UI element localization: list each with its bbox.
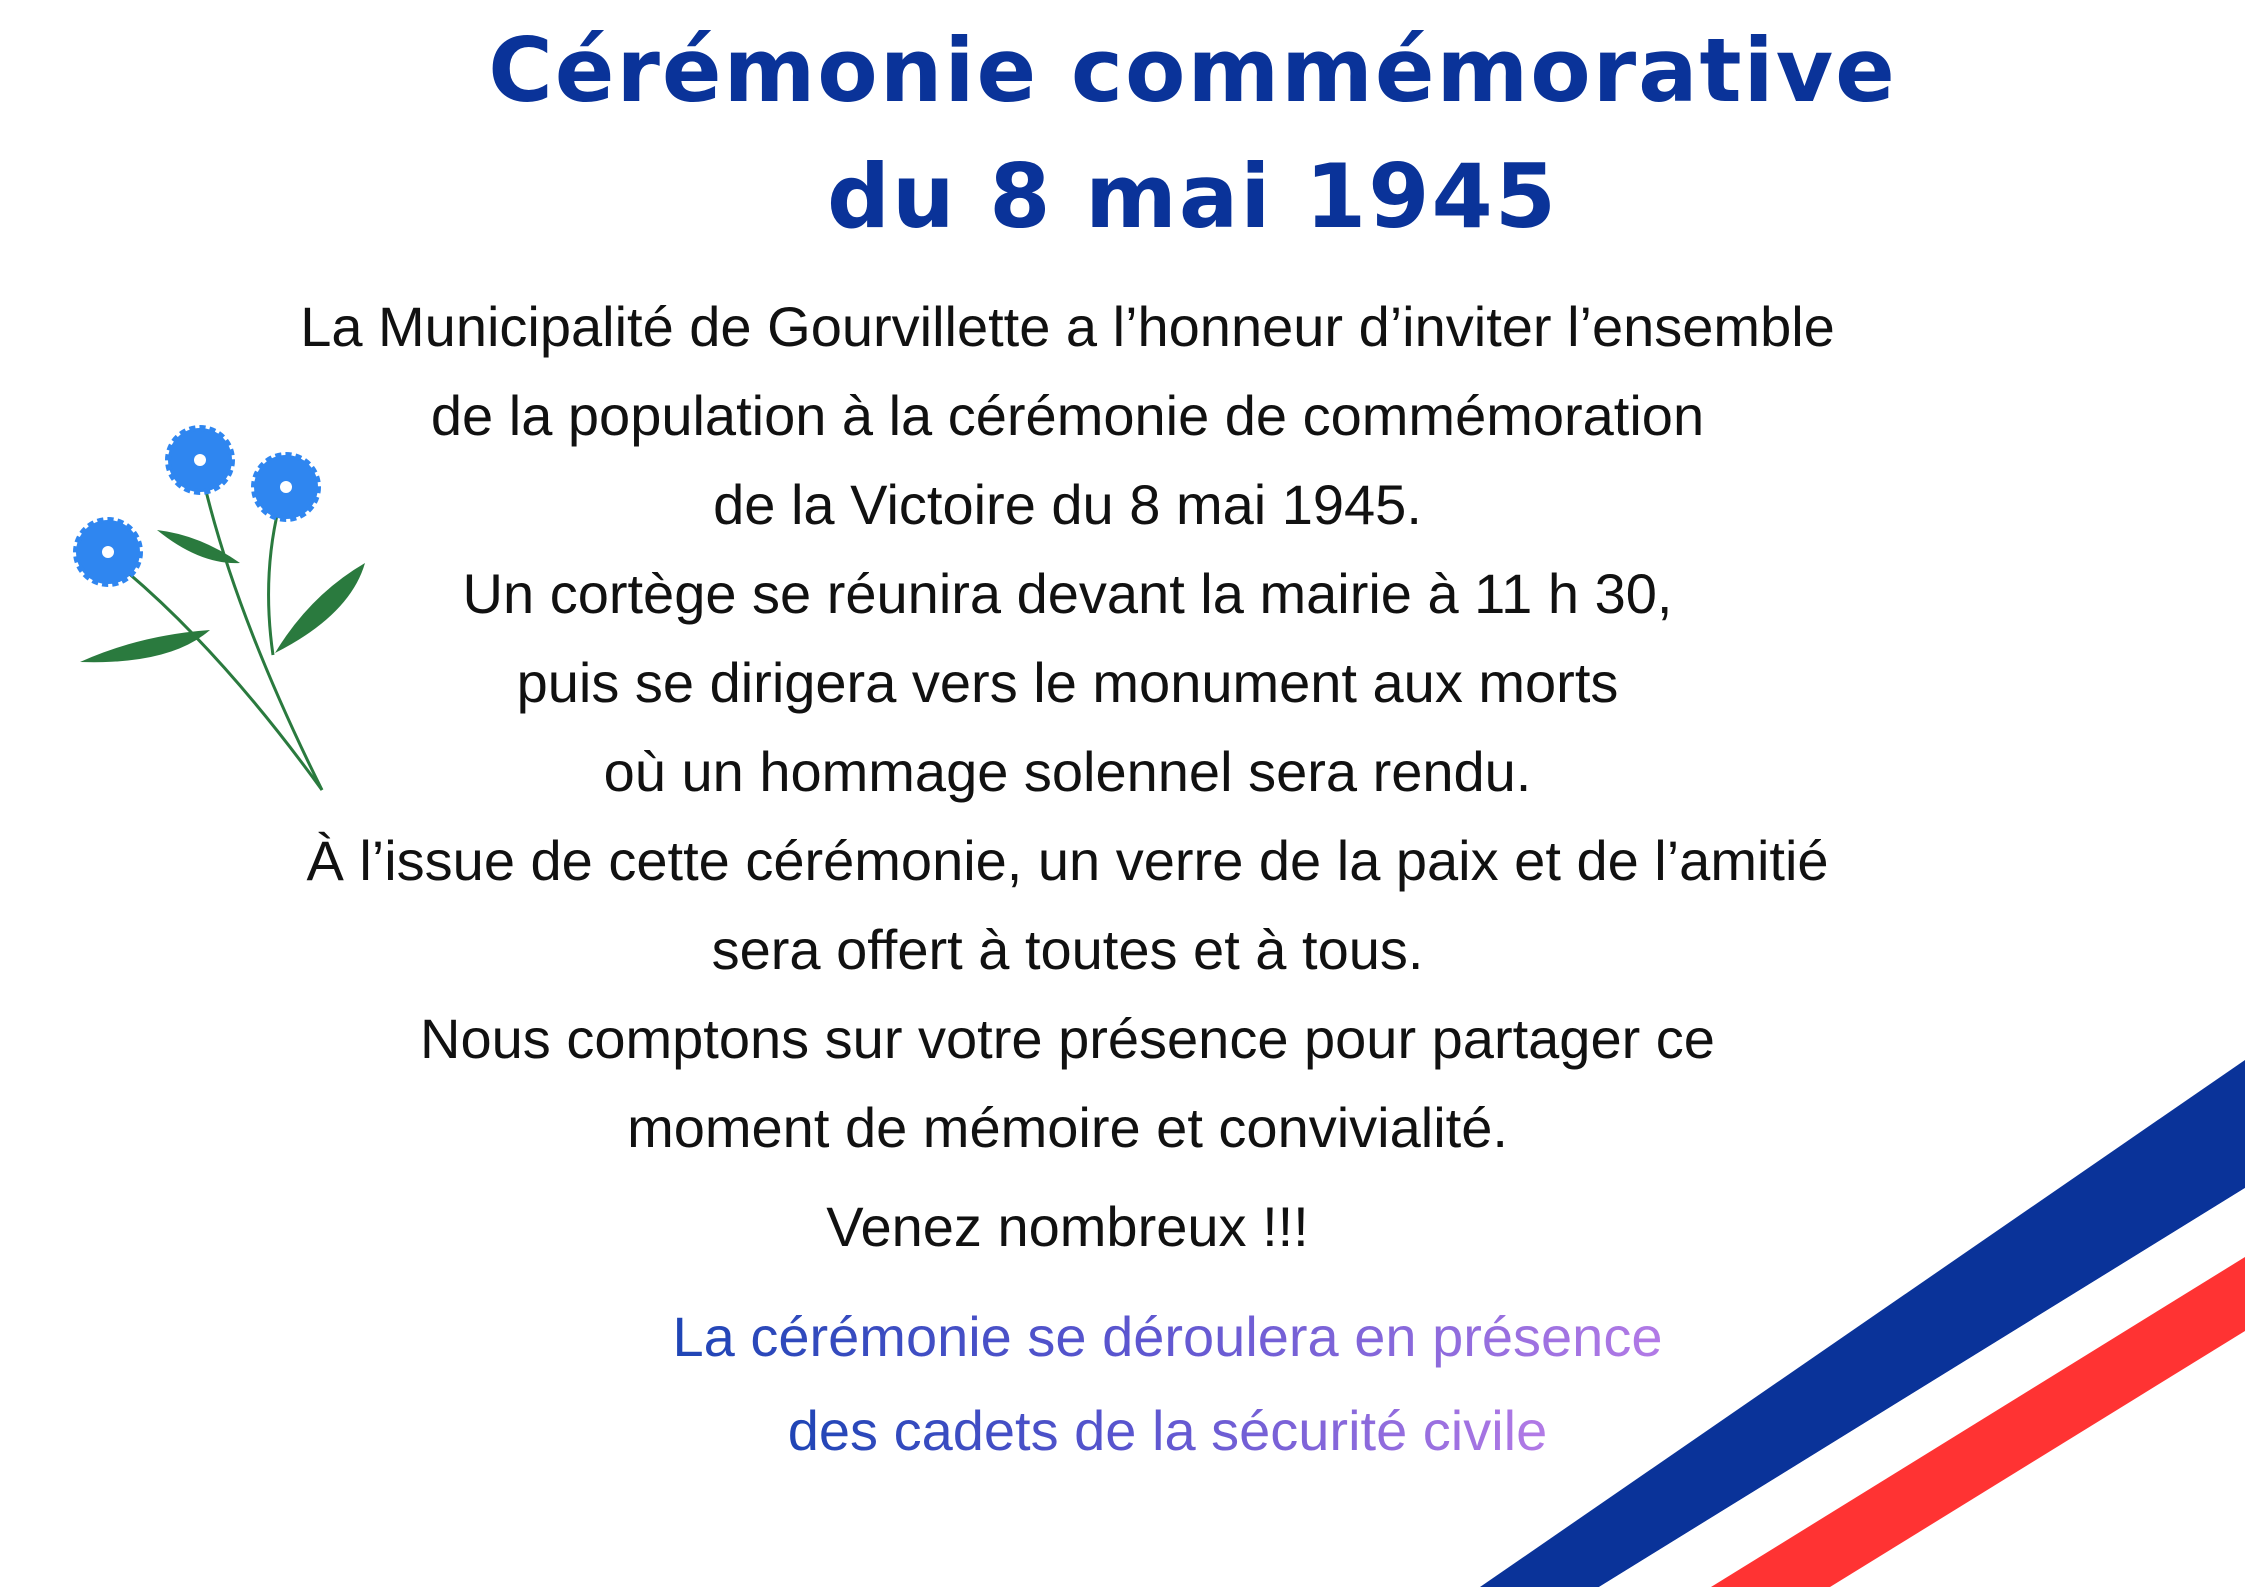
title-line-2: du 8 mai 1945 (827, 145, 1558, 248)
poster-title (0, 8, 2245, 260)
body-line: moment de mémoire et convivialité. (627, 1096, 1508, 1159)
closing-line: Venez nombreux !!! (826, 1195, 1309, 1258)
notice-line-1: La cérémonie se déroulera en présence (673, 1290, 1663, 1384)
body-line: sera offert à toutes et à tous. (711, 918, 1424, 981)
body-line: Nous comptons sur votre présence pour partager ce (420, 1007, 1715, 1070)
body-line: de la Victoire du 8 mai 1945. (713, 473, 1422, 536)
body-line: de la population à la cérémonie de commémoration (430, 384, 1705, 447)
body-line: Un cortège se réunira devant la mairie à 11 h 30, (462, 562, 1673, 625)
french-tricolor-ribbon (1480, 1060, 2245, 1587)
body-line: puis se dirigera vers le monument aux morts (516, 651, 1619, 714)
body-line: La Municipalité de Gourvillette a l’honneur d’inviter l’ensemble (300, 295, 1835, 358)
title-line-1: Cérémonie commémorative (488, 19, 1897, 122)
body-line: À l’issue de cette cérémonie, un verre de la paix et de l’amitié (306, 829, 1829, 892)
body-line: où un hommage solennel sera rendu. (603, 740, 1532, 803)
notice-line-2: des cadets de la sécurité civile (788, 1384, 1548, 1478)
